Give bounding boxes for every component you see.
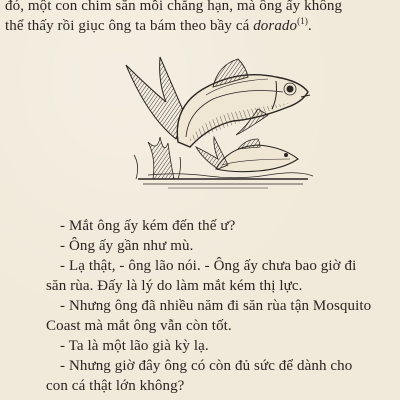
dialogue-line-3: - Lạ thật, - ông lão nói. - Ông ấy chưa bao giờ đi [60,258,357,274]
dialogue-line-8: - Nhưng giờ đây ông có còn đủ sức để dành cho [60,358,353,374]
text-line-1: đó, một con chim săn mồi chẳng hạn, mà ông ấy không [5,0,343,14]
dialogue-line-9: con cá thật lớn không? [46,378,185,394]
footnote-marker: (1) [297,16,308,26]
italic-word-dorado: dorado [253,18,298,34]
leaping-fish-illustration-icon [118,47,318,199]
dialogue-line-1: - Mắt ông ấy kém đến thế ư? [60,218,236,234]
text-line-2-end: . [307,18,312,34]
text-line-2-start: thể thấy rồi giục ông ta bám theo bầy cá [5,18,254,34]
dialogue-line-6: Coast mà mắt ông vẫn còn tốt. [46,318,232,334]
dialogue-line-4: săn rùa. Đấy là lý do làm mắt kém thị lực. [46,278,303,294]
dialogue-line-7: - Ta là một lão già kỳ lạ. [60,338,209,354]
text-line-2 [5,17,312,36]
dialogue-line-5: - Nhưng ông đã nhiều năm đi săn rùa tận Mosquito [60,298,372,314]
dialogue-line-2: - Ông ấy gần như mù. [60,238,194,254]
